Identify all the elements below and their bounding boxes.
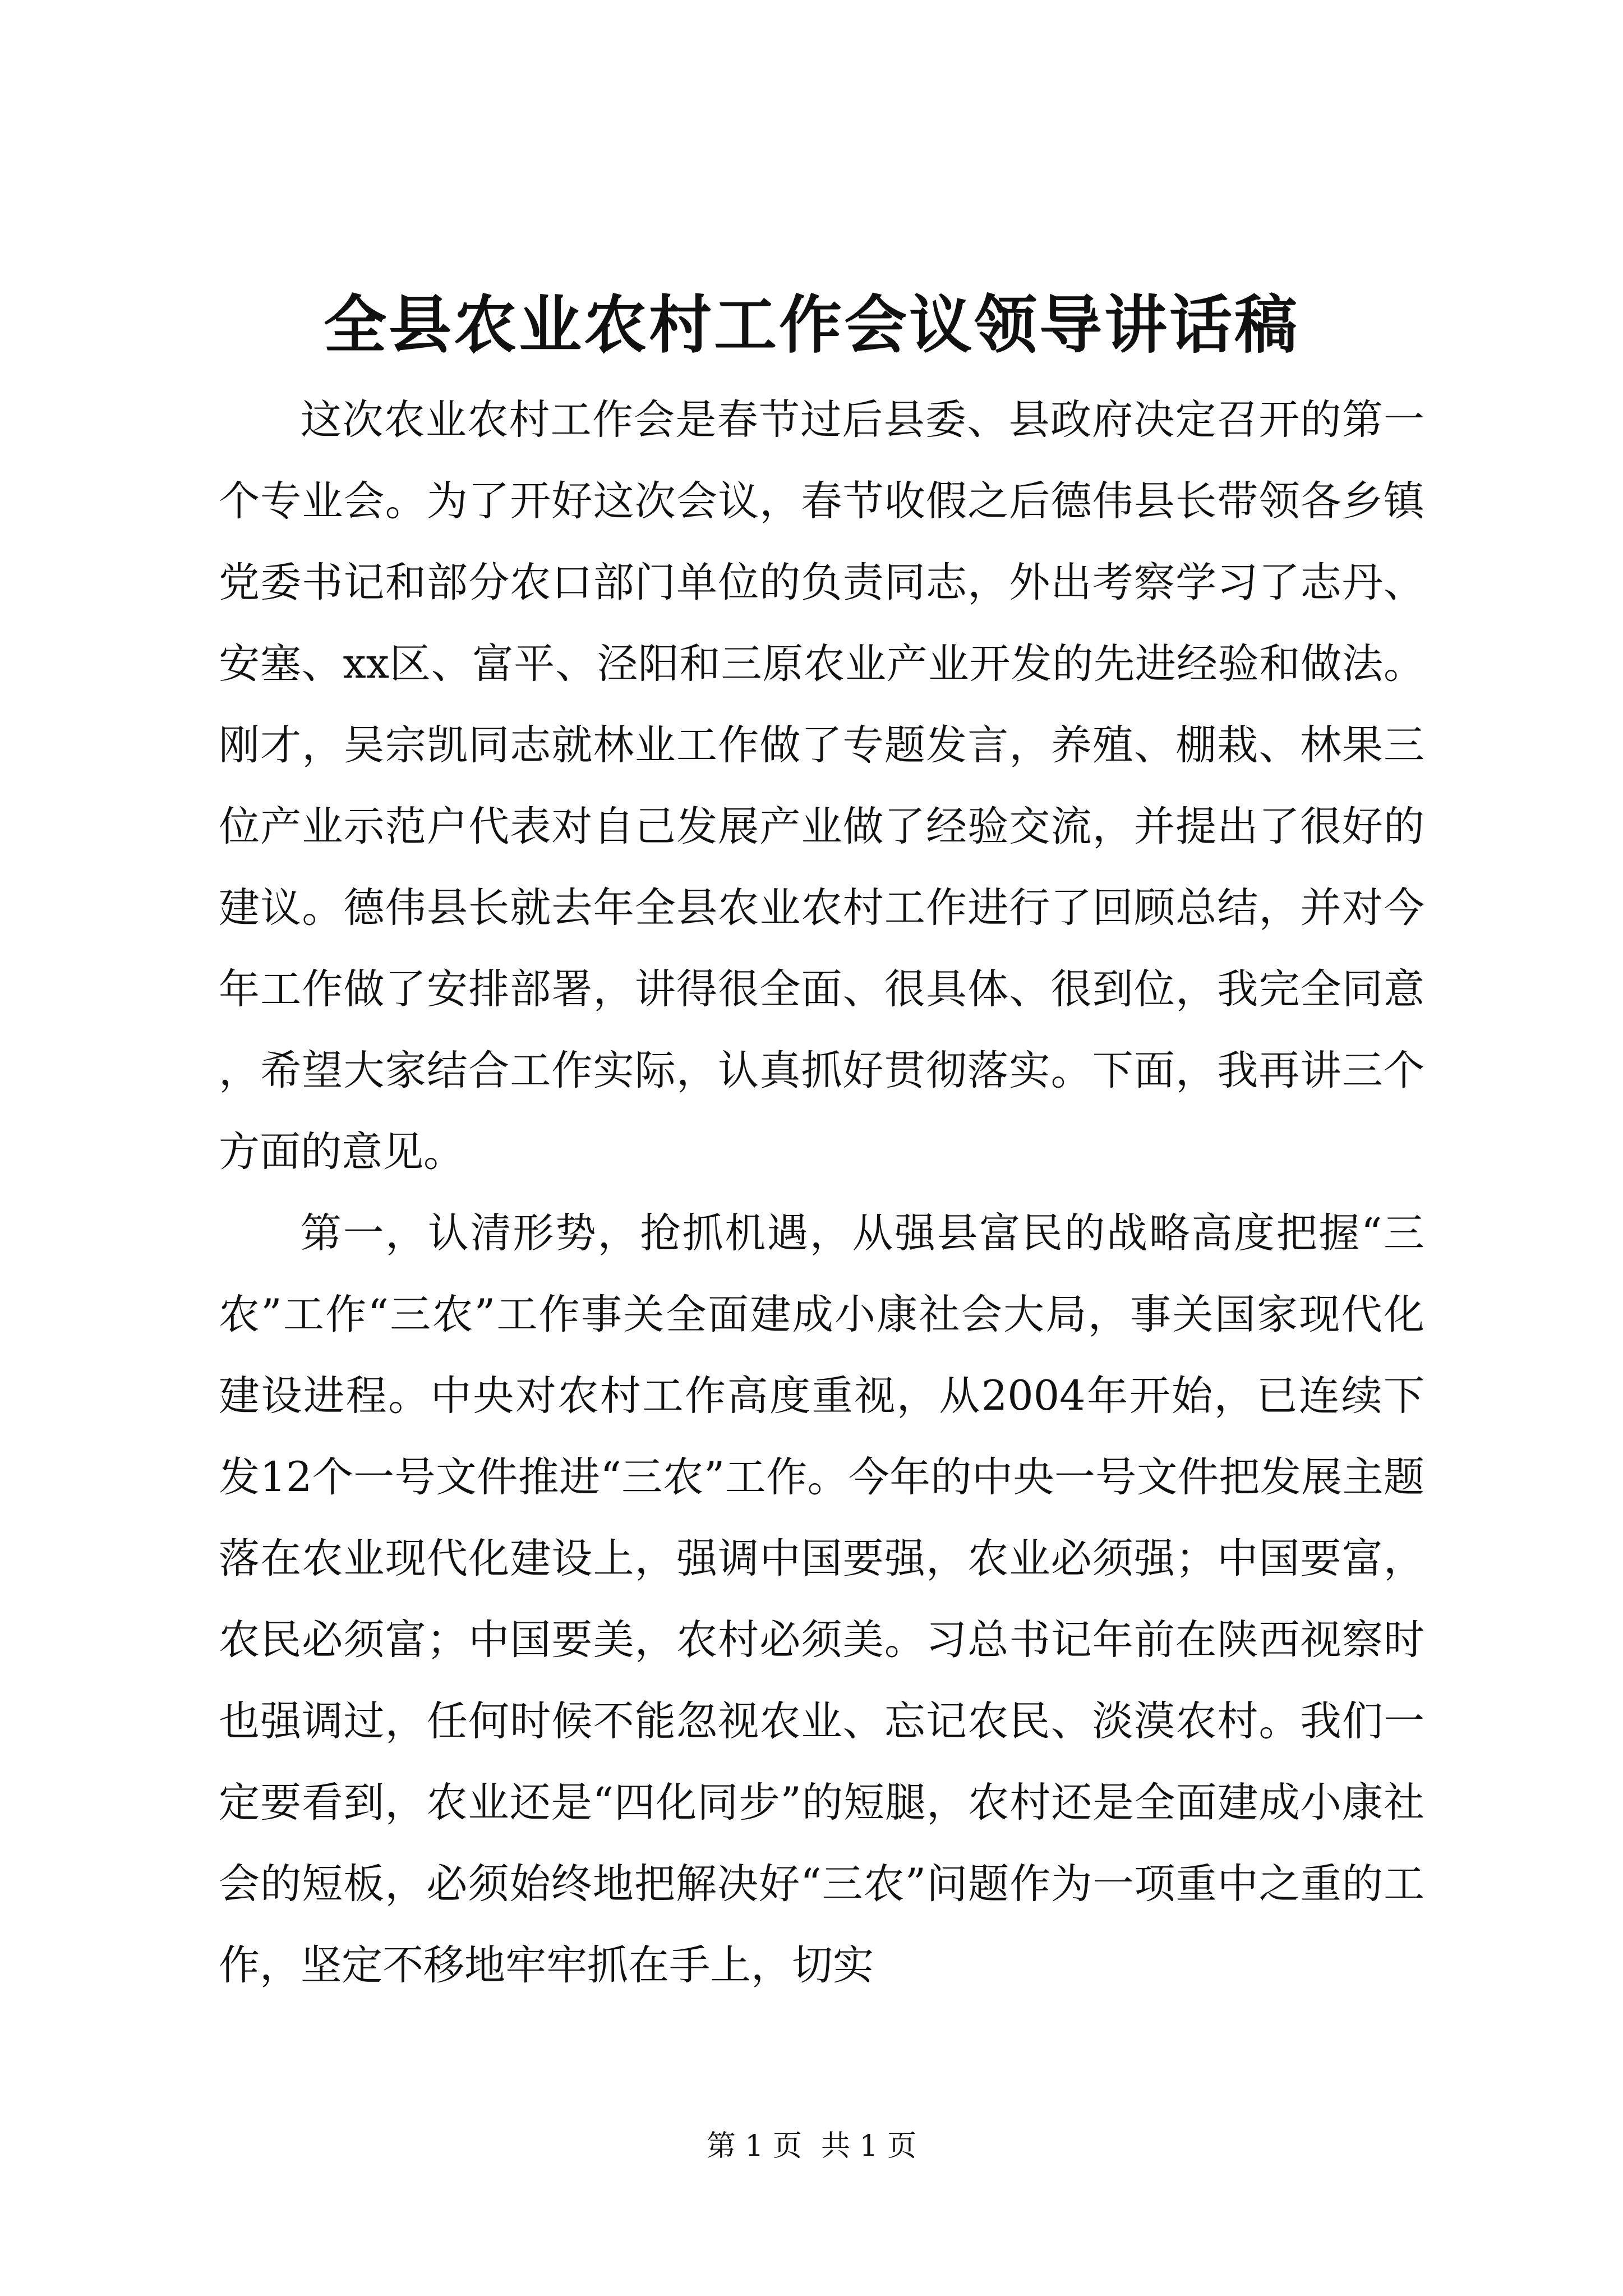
paragraph-intro: 这次农业农村工作会是春节过后县委、县政府决定召开的第一个专业会。为了开好这次会议，春节收假之后德伟县长带领各乡镇党委书记和部分农口部门单位的负责同志，外出考察学习了志丹、安塞、xx区、富平、泾阳和三原农业产业开发的先进经验和做法。刚才，吴宗凯同志就林业工作做了专题发言，养殖、棚栽、林果三位产业示范户代表对自己发展产业做了经验交流，并提出了很好的建议。德伟县长就去年全县农业农村工作进行了回顾总结，并对今年工作做了安排部署，讲得很全面、很具体、很到位，我完全同意，希望大家结合工作实际，认真抓好贯彻落实。下面，我再讲三个方面的意见。 xyxy=(219,396,1424,1176)
document-title: 全县农业农村工作会议领导讲话稿 xyxy=(324,288,1299,362)
page-number: 第 1 页 xyxy=(706,2129,802,2163)
paragraph-first-point: 第一，认清形势，抢抓机遇，从强县富民的战略高度把握“三农”工作“三农”工作事关全面建成小康社会大局，事关国家现代化建设进程。中央对农村工作高度重视，从2004年开始，已连续下发12个一号文件推进“三农”工作。今年的中央一号文件把发展主题落在农业现代化建设上，强调中国要强，农业必须强；中国要富，农民必须富；中国要美，农村必须美。习总书记年前在陕西视察时也强调过，任何时候不能忽视农业、忘记农民、淡漠农村。我们一定要看到，农业还是“四化同步”的短腿，农村还是全面建成小康社会的短板，必须始终地把解决好“三农”问题作为一项重中之重的工作，坚定不移地牢牢抓在手上，切实 xyxy=(219,1209,1424,1989)
document-body xyxy=(219,379,1424,2006)
page-footer xyxy=(0,2124,1623,2169)
page-total: 共 1 页 xyxy=(821,2129,917,2163)
